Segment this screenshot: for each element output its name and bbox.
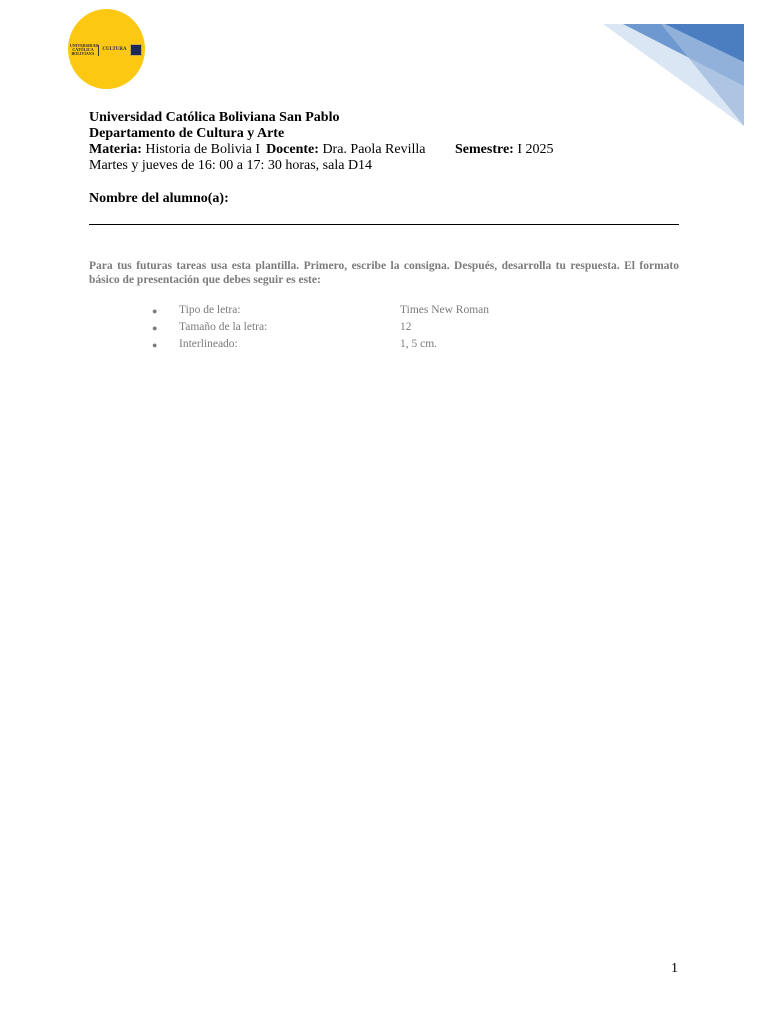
logo-seal-icon <box>130 44 142 56</box>
subject-line <box>89 142 425 158</box>
format-value: 1, 5 cm. <box>400 338 438 350</box>
teacher-label: Docente: <box>266 142 319 157</box>
logo-culture-text: CULTURA <box>102 47 127 52</box>
bullet-icon: ● <box>152 306 158 316</box>
logo-university-text: UNIVERSIDAD CATÓLICA BOLIVIANA <box>70 43 99 56</box>
subject-label: Materia: <box>89 142 142 157</box>
semester-value: I 2025 <box>513 142 554 157</box>
bullet-icon: ● <box>152 340 158 350</box>
student-name-line[interactable] <box>89 224 679 225</box>
teacher-value: Dra. Paola Revilla <box>318 142 426 157</box>
format-value: 12 <box>400 321 412 333</box>
schedule-line: Martes y jueves de 16: 00 a 17: 30 horas, sala D14 <box>89 158 373 173</box>
department-name: Departamento de Cultura y Arte <box>89 126 285 141</box>
bullet-icon: ● <box>152 323 158 333</box>
semester-line <box>455 142 554 158</box>
semester-label: Semestre: <box>455 142 514 157</box>
corner-decoration <box>603 24 744 126</box>
university-name: Universidad Católica Boliviana San Pablo <box>89 110 340 125</box>
logo-strip <box>70 43 144 57</box>
student-name-label: Nombre del alumno(a): <box>89 191 229 206</box>
format-label: Tamaño de la letra: <box>179 321 268 333</box>
subject-value: Historia de Bolivia I <box>141 142 261 157</box>
university-logo <box>68 9 145 89</box>
page-number: 1 <box>671 961 678 976</box>
format-value: Times New Roman <box>400 304 490 316</box>
logo-divider <box>98 45 99 56</box>
format-label: Interlineado: <box>179 338 238 350</box>
instructions-paragraph: Para tus futuras tareas usa esta plantilla. Primero, escribe la consigna. Después, desarrolla tu respuesta. El formato básico de presentación que debes seguir es este: <box>89 260 679 286</box>
format-label: Tipo de letra: <box>179 304 241 316</box>
